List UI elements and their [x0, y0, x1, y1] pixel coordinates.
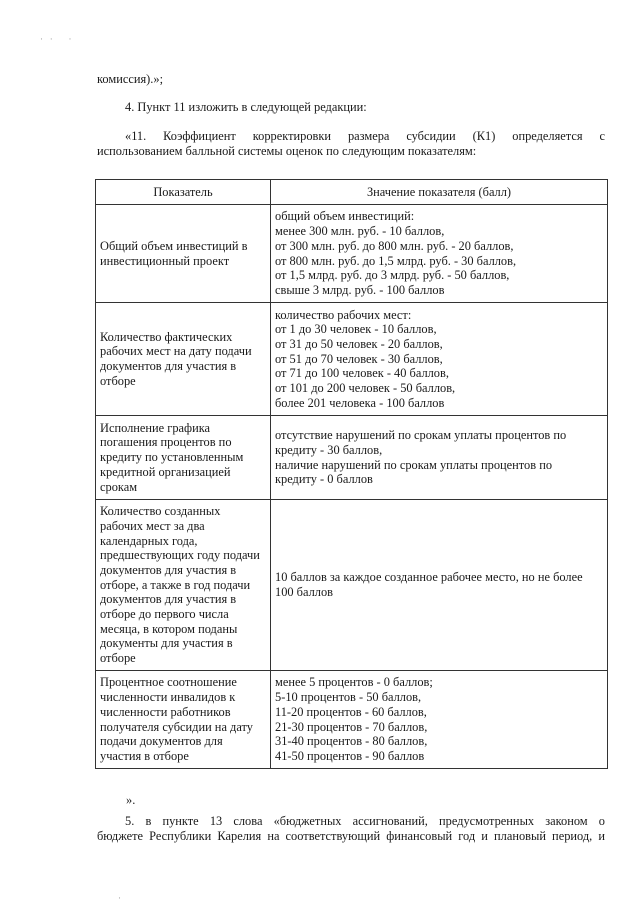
- cell-text: отсутствие нарушений по срокам уплаты процентов по: [275, 428, 567, 443]
- intro-line-1: «11. Коэффициент корректировки размера субсидии (К1) определяется с: [125, 129, 605, 143]
- cell-text: свыше 3 млрд. руб. - 100 баллов: [275, 282, 445, 297]
- header-value: Значение показателя (балл): [271, 180, 608, 205]
- cell-text: менее 300 млн. руб. - 10 баллов,: [275, 224, 445, 239]
- cell-text: количество рабочих мест:: [275, 307, 412, 322]
- cell-text: месяца, в котором поданы: [100, 621, 238, 636]
- cell-text: кредиту - 30 баллов,: [275, 442, 383, 457]
- cell-text: от 31 до 50 человек - 20 баллов,: [275, 336, 443, 351]
- row-1-indicator: [96, 205, 271, 303]
- cell-text: 100 баллов: [275, 585, 334, 599]
- row-3-value: [271, 416, 608, 500]
- row-4-indicator: [96, 500, 271, 671]
- row-5-indicator: [96, 671, 271, 769]
- cell-text: погашения процентов по: [100, 435, 232, 450]
- cell-text: Исполнение графика: [100, 420, 211, 435]
- cell-text: 21-30 процентов - 70 баллов,: [275, 719, 428, 734]
- cell-text: участия в отборе: [100, 748, 189, 763]
- cell-text: Общий объем инвестиций в: [100, 238, 248, 253]
- cell-text: Процентное соотношение: [100, 675, 237, 690]
- table-row: [96, 205, 608, 303]
- cell-text: инвестиционный проект: [100, 253, 230, 268]
- cell-text: кредиту - 0 баллов: [275, 472, 373, 487]
- table-row: [96, 500, 608, 671]
- row-4-value: [271, 500, 608, 671]
- table-row: [96, 416, 608, 500]
- cell-text: 5-10 процентов - 50 баллов,: [275, 690, 422, 705]
- row-5-value: [271, 671, 608, 769]
- cell-text: срокам: [100, 479, 138, 494]
- cell-text: кредитной организацией: [100, 464, 231, 479]
- cell-text: более 201 человека - 100 баллов: [275, 395, 445, 410]
- cell-text: численности инвалидов к: [100, 690, 236, 705]
- item-5-line-1: 5. в пункте 13 слова «бюджетных ассигнований, предусмотренных законом о: [125, 814, 605, 828]
- scan-speck-bottom: ·: [118, 893, 121, 903]
- cell-text: общий объем инвестиций:: [275, 209, 415, 224]
- cell-text: Количество фактических: [100, 329, 233, 344]
- cell-text: кредиту по установленным: [100, 450, 244, 465]
- cell-text: от 300 млн. руб. до 800 млн. руб. - 20 баллов,: [275, 238, 514, 253]
- intro-line-2: использованием балльной системы оценок по следующим показателям:: [97, 144, 477, 158]
- cell-text: Количество созданных: [100, 504, 221, 519]
- cell-text: 10 баллов за каждое созданное рабочее место, но не более: [275, 570, 583, 585]
- cell-text: предшествующих году подачи: [100, 548, 260, 563]
- cell-text: календарных года,: [100, 533, 198, 548]
- row-1-value: [271, 205, 608, 303]
- item-4-heading: 4. Пункт 11 изложить в следующей редакции:: [125, 100, 367, 114]
- cell-text: наличие нарушений по срокам уплаты процентов по: [275, 457, 553, 472]
- cell-text: от 51 до 70 человек - 30 баллов,: [275, 351, 443, 366]
- cell-text: менее 5 процентов - 0 баллов;: [275, 675, 433, 690]
- cell-text: рабочих мест за два: [100, 518, 205, 533]
- cell-text: численности работников: [100, 704, 231, 719]
- top-fragment: комиссия).»;: [97, 72, 164, 86]
- cell-text: 31-40 процентов - 80 баллов,: [275, 734, 428, 749]
- cell-text: получателя субсидии на дату: [100, 719, 253, 734]
- cell-text: от 101 до 200 человек - 50 баллов,: [275, 381, 456, 396]
- cell-text: документов для участия в: [100, 592, 237, 607]
- cell-text: документов для участия в: [100, 562, 237, 577]
- table-row: [96, 671, 608, 769]
- cell-text: от 1 до 30 человек - 10 баллов,: [275, 322, 437, 337]
- header-indicator: Показатель: [96, 180, 271, 205]
- cell-text: от 71 до 100 человек - 40 баллов,: [275, 366, 449, 381]
- cell-text: отборе до первого числа: [100, 607, 229, 622]
- cell-text: 11-20 процентов - 60 баллов,: [275, 704, 427, 719]
- cell-text: рабочих мест на дату подачи: [100, 344, 252, 359]
- cell-text: отборе: [100, 373, 136, 388]
- table-row: [96, 303, 608, 416]
- cell-text: от 800 млн. руб. до 1,5 млрд. руб. - 30 баллов,: [275, 253, 517, 268]
- table-header-row: [96, 180, 608, 205]
- cell-text: отборе, а также в год подачи: [100, 577, 251, 592]
- cell-text: подачи документов для: [100, 734, 223, 749]
- row-2-indicator: [96, 303, 271, 416]
- row-2-value: [271, 303, 608, 416]
- cell-text: документов для участия в: [100, 359, 237, 373]
- item-5-line-2: бюджете Республики Карелия на соответствующий финансовый год и плановый период, и: [97, 829, 605, 843]
- scan-specks: · · ·: [40, 34, 72, 44]
- closing-quote: ».: [126, 793, 136, 807]
- cell-text: документы для участия в: [100, 636, 233, 651]
- cell-text: отборе: [100, 651, 136, 666]
- cell-text: от 1,5 млрд. руб. до 3 млрд. руб. - 50 баллов,: [275, 268, 510, 283]
- score-table: [95, 179, 608, 769]
- row-3-indicator: [96, 416, 271, 500]
- cell-text: 41-50 процентов - 90 баллов: [275, 748, 425, 763]
